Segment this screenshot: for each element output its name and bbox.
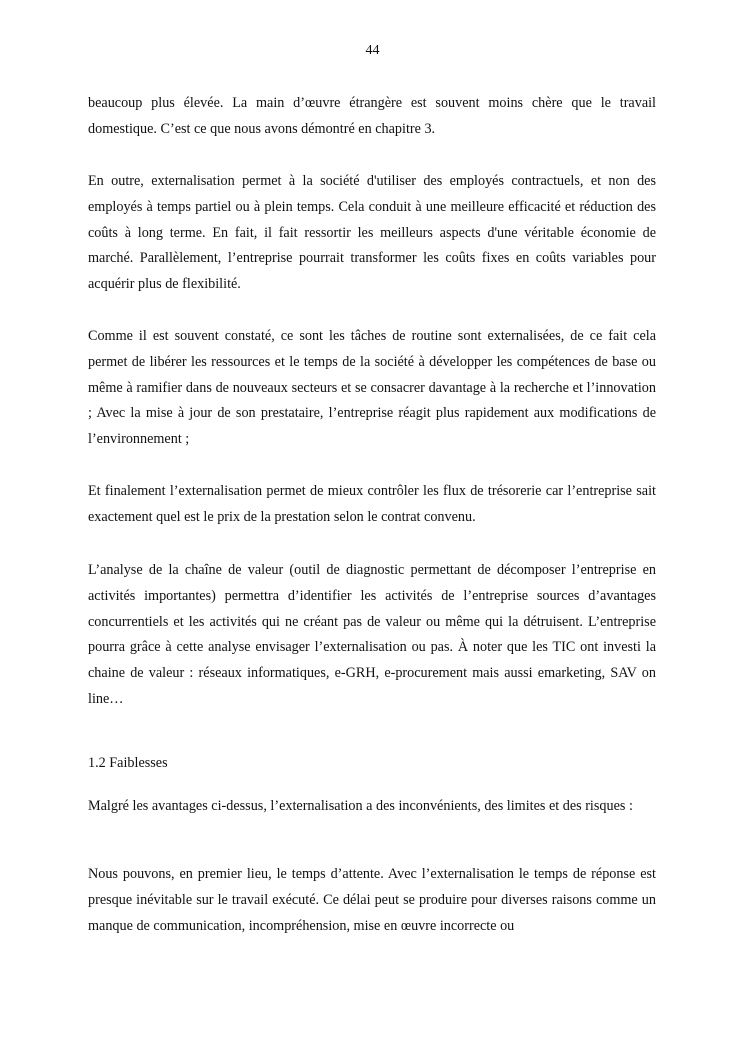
paragraph-routine-tasks: Comme il est souvent constaté, ce sont les tâches de routine sont externalisées, de ce fait cela permet de libérer les ressources et le temps de la société à développer les compétences de base ou même à ramifier dans de nouveaux secteurs et se consacrer davantage à la recherche et l’innovation ; Avec la mise à jour de son prestataire, l’entreprise réagit plus rapidement aux modifications de l’environnement ; <box>88 328 656 448</box>
paragraph-waiting-time: Nous pouvons, en premier lieu, le temps d’attente. Avec l’externalisation le temps de réponse est presque inévitable sur le travail exécuté. Ce délai peut se produire pour diverses raisons comme un manque de communication, incompréhension, mise en œuvre incorrecte ou <box>88 866 656 934</box>
paragraph-labor-cost: beaucoup plus élevée. La main d’œuvre étrangère est souvent moins chère que le travail domestique. C’est ce que nous avons démontré en chapitre 3. <box>88 95 656 137</box>
paragraph-disadvantages: Malgré les avantages ci-dessus, l’externalisation a des inconvénients, des limites et des risques : <box>88 798 633 814</box>
section-heading-weaknesses: 1.2 Faiblesses <box>88 755 168 771</box>
paragraph-value-chain: L’analyse de la chaîne de valeur (outil de diagnostic permettant de décomposer l’entreprise en activités importantes) permettra d’identifier les activités de l’entreprise sources d’avantages concurrentiels et les activités qui ne créant pas de valeur ou même qui la détruisent. L’entreprise pourra grâce à cette analyse envisager l’externalisation ou pas. À noter que les TIC ont investi la chaine de valeur : réseaux informatiques, e-GRH, e-procurement mais aussi emarketing, SAV on line… <box>88 562 656 707</box>
paragraph-contract-employees: En outre, externalisation permet à la société d'utiliser des employés contractuels, et non des employés à temps partiel ou à plein temps. Cela conduit à une meilleure efficacité et réduction des coûts à long terme. En fait, il fait ressortir les meilleurs aspects d'une véritable économie de marché. Parallèlement, l’entreprise pourrait transformer les coûts fixes en coûts variables pour acquérir plus de flexibilité. <box>88 173 656 293</box>
page-number: 44 <box>365 43 380 58</box>
paragraph-cash-flow: Et finalement l’externalisation permet de mieux contrôler les flux de trésorerie car l’entreprise sait exactement quel est le prix de la prestation selon le contrat convenu. <box>88 483 656 525</box>
